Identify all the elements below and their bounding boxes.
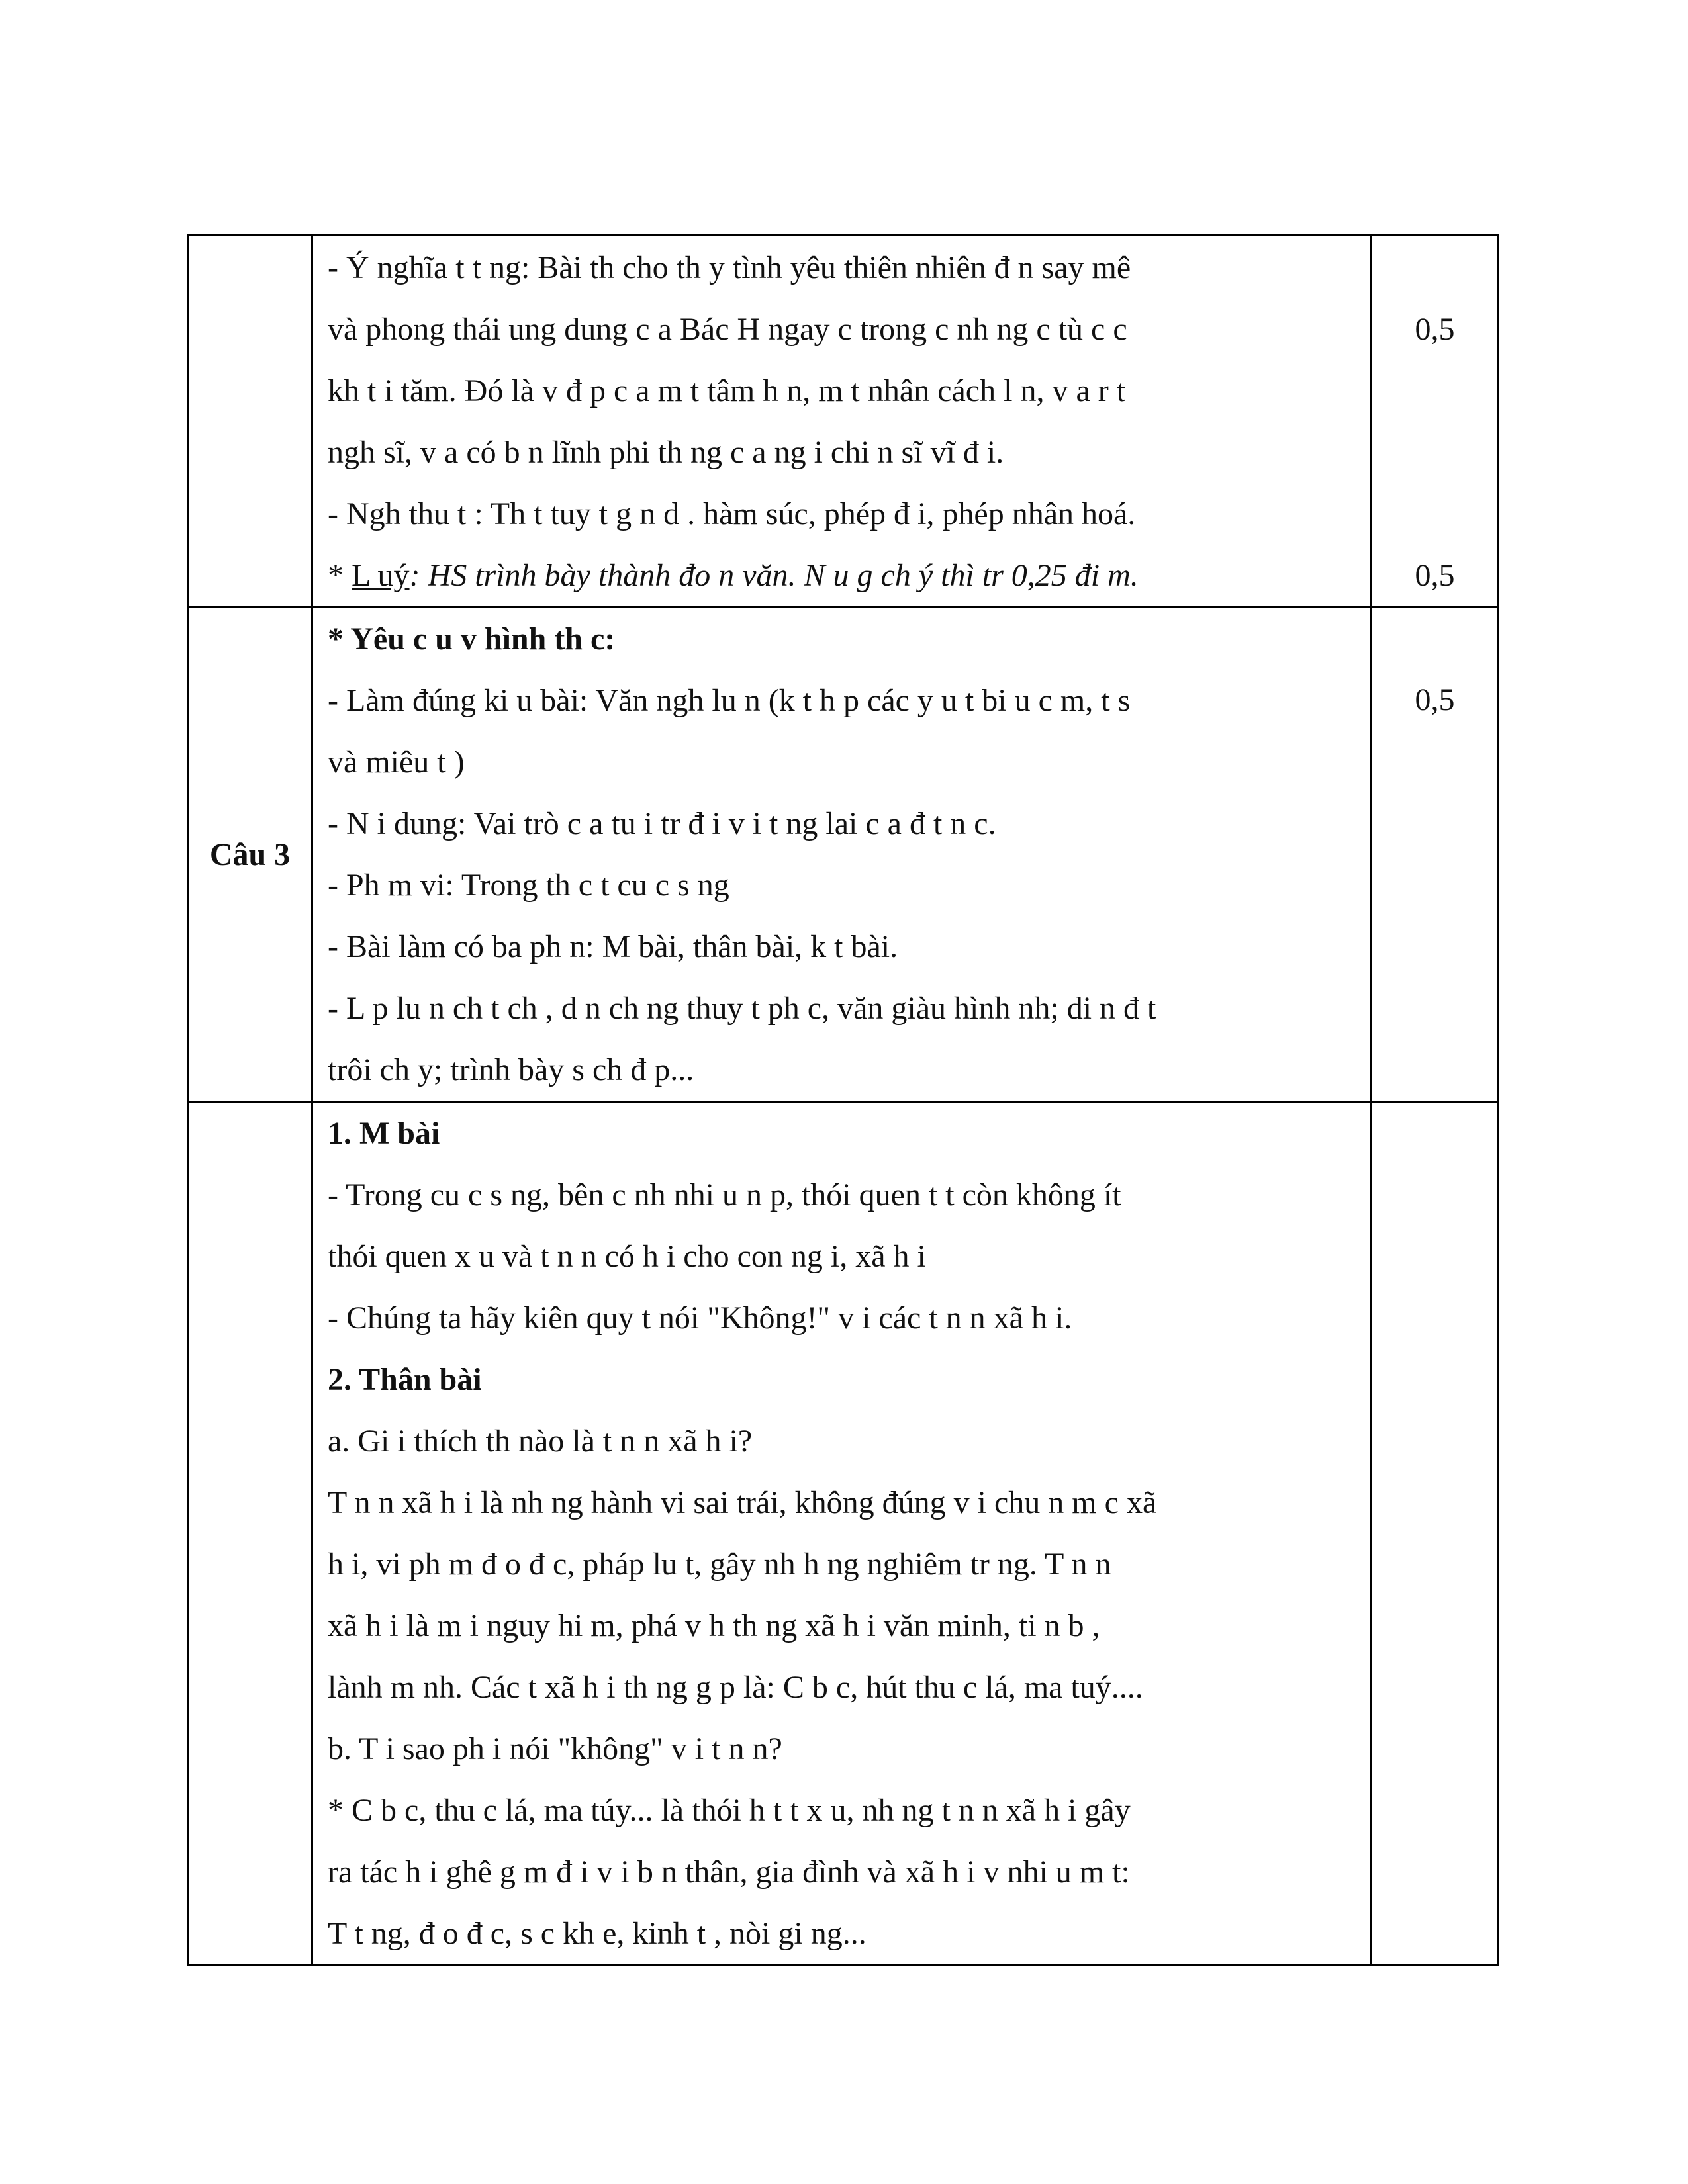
note-text: : HS trình bày thành đo n văn. N u g ch ý thì tr 0,25 đi m. <box>409 558 1139 593</box>
table-row <box>188 236 1499 608</box>
text-line: kh t i tăm. Đó là v đ p c a m t tâm h n, m t nhân cách l n, v a r t <box>328 373 1126 408</box>
score-value: 0,5 <box>1415 558 1455 593</box>
text-line: ra tác h i ghê g m đ i v i b n thân, gia đình và xã h i v nhi u m t: <box>328 1854 1130 1889</box>
content-cell <box>312 608 1372 1102</box>
content-cell <box>312 236 1372 608</box>
text-line: ngh sĩ, v a có b n lĩnh phi th ng c a ng i chi n sĩ vĩ đ i. <box>328 435 1004 470</box>
text-line: - Trong cu c s ng, bên c nh nhi u n p, thói quen t t còn không ít <box>328 1177 1121 1212</box>
score-cell <box>1372 236 1499 608</box>
label-cell-empty <box>188 1102 312 1966</box>
text-line: - L p lu n ch t ch , d n ch ng thuy t ph c, văn giàu hình nh; di n đ t <box>328 991 1156 1026</box>
content-cell <box>312 1102 1372 1966</box>
text-line: thói quen x u và t n n có h i cho con ng i, xã h i <box>328 1239 926 1274</box>
score-value: 0,5 <box>1415 682 1455 717</box>
text-line: - Ý nghĩa t t ng: Bài th cho th y tình yêu thiên nhiên đ n say mê <box>328 250 1131 285</box>
question-label: Câu 3 <box>188 608 312 1102</box>
text-line: và phong thái ung dung c a Bác H ngay c trong c nh ng c tù c c <box>328 312 1127 347</box>
section-heading: * Yêu c u v hình th c: <box>328 621 616 657</box>
text-line: h i, vi ph m đ o đ c, pháp lu t, gây nh h ng nghiêm tr ng. T n n <box>328 1547 1111 1582</box>
text-line: và miêu t ) <box>328 745 465 780</box>
section-heading: 2. Thân bài <box>328 1362 482 1397</box>
text-line: b. T i sao ph i nói "không" v i t n n? <box>328 1731 782 1766</box>
note-label: L uý <box>352 558 410 593</box>
text-line: - Chúng ta hãy kiên quy t nói "Không!" v i các t n n xã h i. <box>328 1300 1072 1336</box>
text-line: - Ph m vi: Trong th c t cu c s ng <box>328 868 729 903</box>
score-cell <box>1372 608 1499 1102</box>
section-heading: 1. M bài <box>328 1116 440 1151</box>
text-line: xã h i là m i nguy hi m, phá v h th ng xã h i văn minh, ti n b , <box>328 1608 1100 1643</box>
text-line: T n n xã h i là nh ng hành vi sai trái, không đúng v i chu n m c xã <box>328 1485 1157 1520</box>
text-line: - Làm đúng ki u bài: Văn ngh lu n (k t h p các y u t bi u c m, t s <box>328 683 1131 718</box>
text-line: trôi ch y; trình bày s ch đ p... <box>328 1052 694 1087</box>
score-value: 0,5 <box>1415 312 1455 347</box>
text-line: T t ng, đ o đ c, s c kh e, kinh t , nòi gi ng... <box>328 1916 867 1951</box>
text-line: a. Gi i thích th nào là t n n xã h i? <box>328 1424 753 1459</box>
grading-table <box>187 234 1499 1966</box>
text-line: - N i dung: Vai trò c a tu i tr đ i v i t ng lai c a đ t n c. <box>328 806 996 841</box>
label-cell-empty <box>188 236 312 608</box>
text-line: - Ngh thu t : Th t tuy t g n d . hàm súc, phép đ i, phép nhân hoá. <box>328 496 1136 531</box>
text-line: - Bài làm có ba ph n: M bài, thân bài, k t bài. <box>328 929 898 964</box>
table-row <box>188 1102 1499 1966</box>
table-row <box>188 608 1499 1102</box>
note-line: * L uý: HS trình bày thành đo n văn. N u g ch ý thì tr 0,25 đi m. <box>328 558 1139 593</box>
text-line: * C b c, thu c lá, ma túy... là thói h t t x u, nh ng t n n xã h i gây <box>328 1793 1131 1828</box>
score-cell-empty <box>1372 1102 1499 1966</box>
text-line: lành m nh. Các t xã h i th ng g p là: C b c, hút thu c lá, ma tuý.... <box>328 1670 1143 1705</box>
